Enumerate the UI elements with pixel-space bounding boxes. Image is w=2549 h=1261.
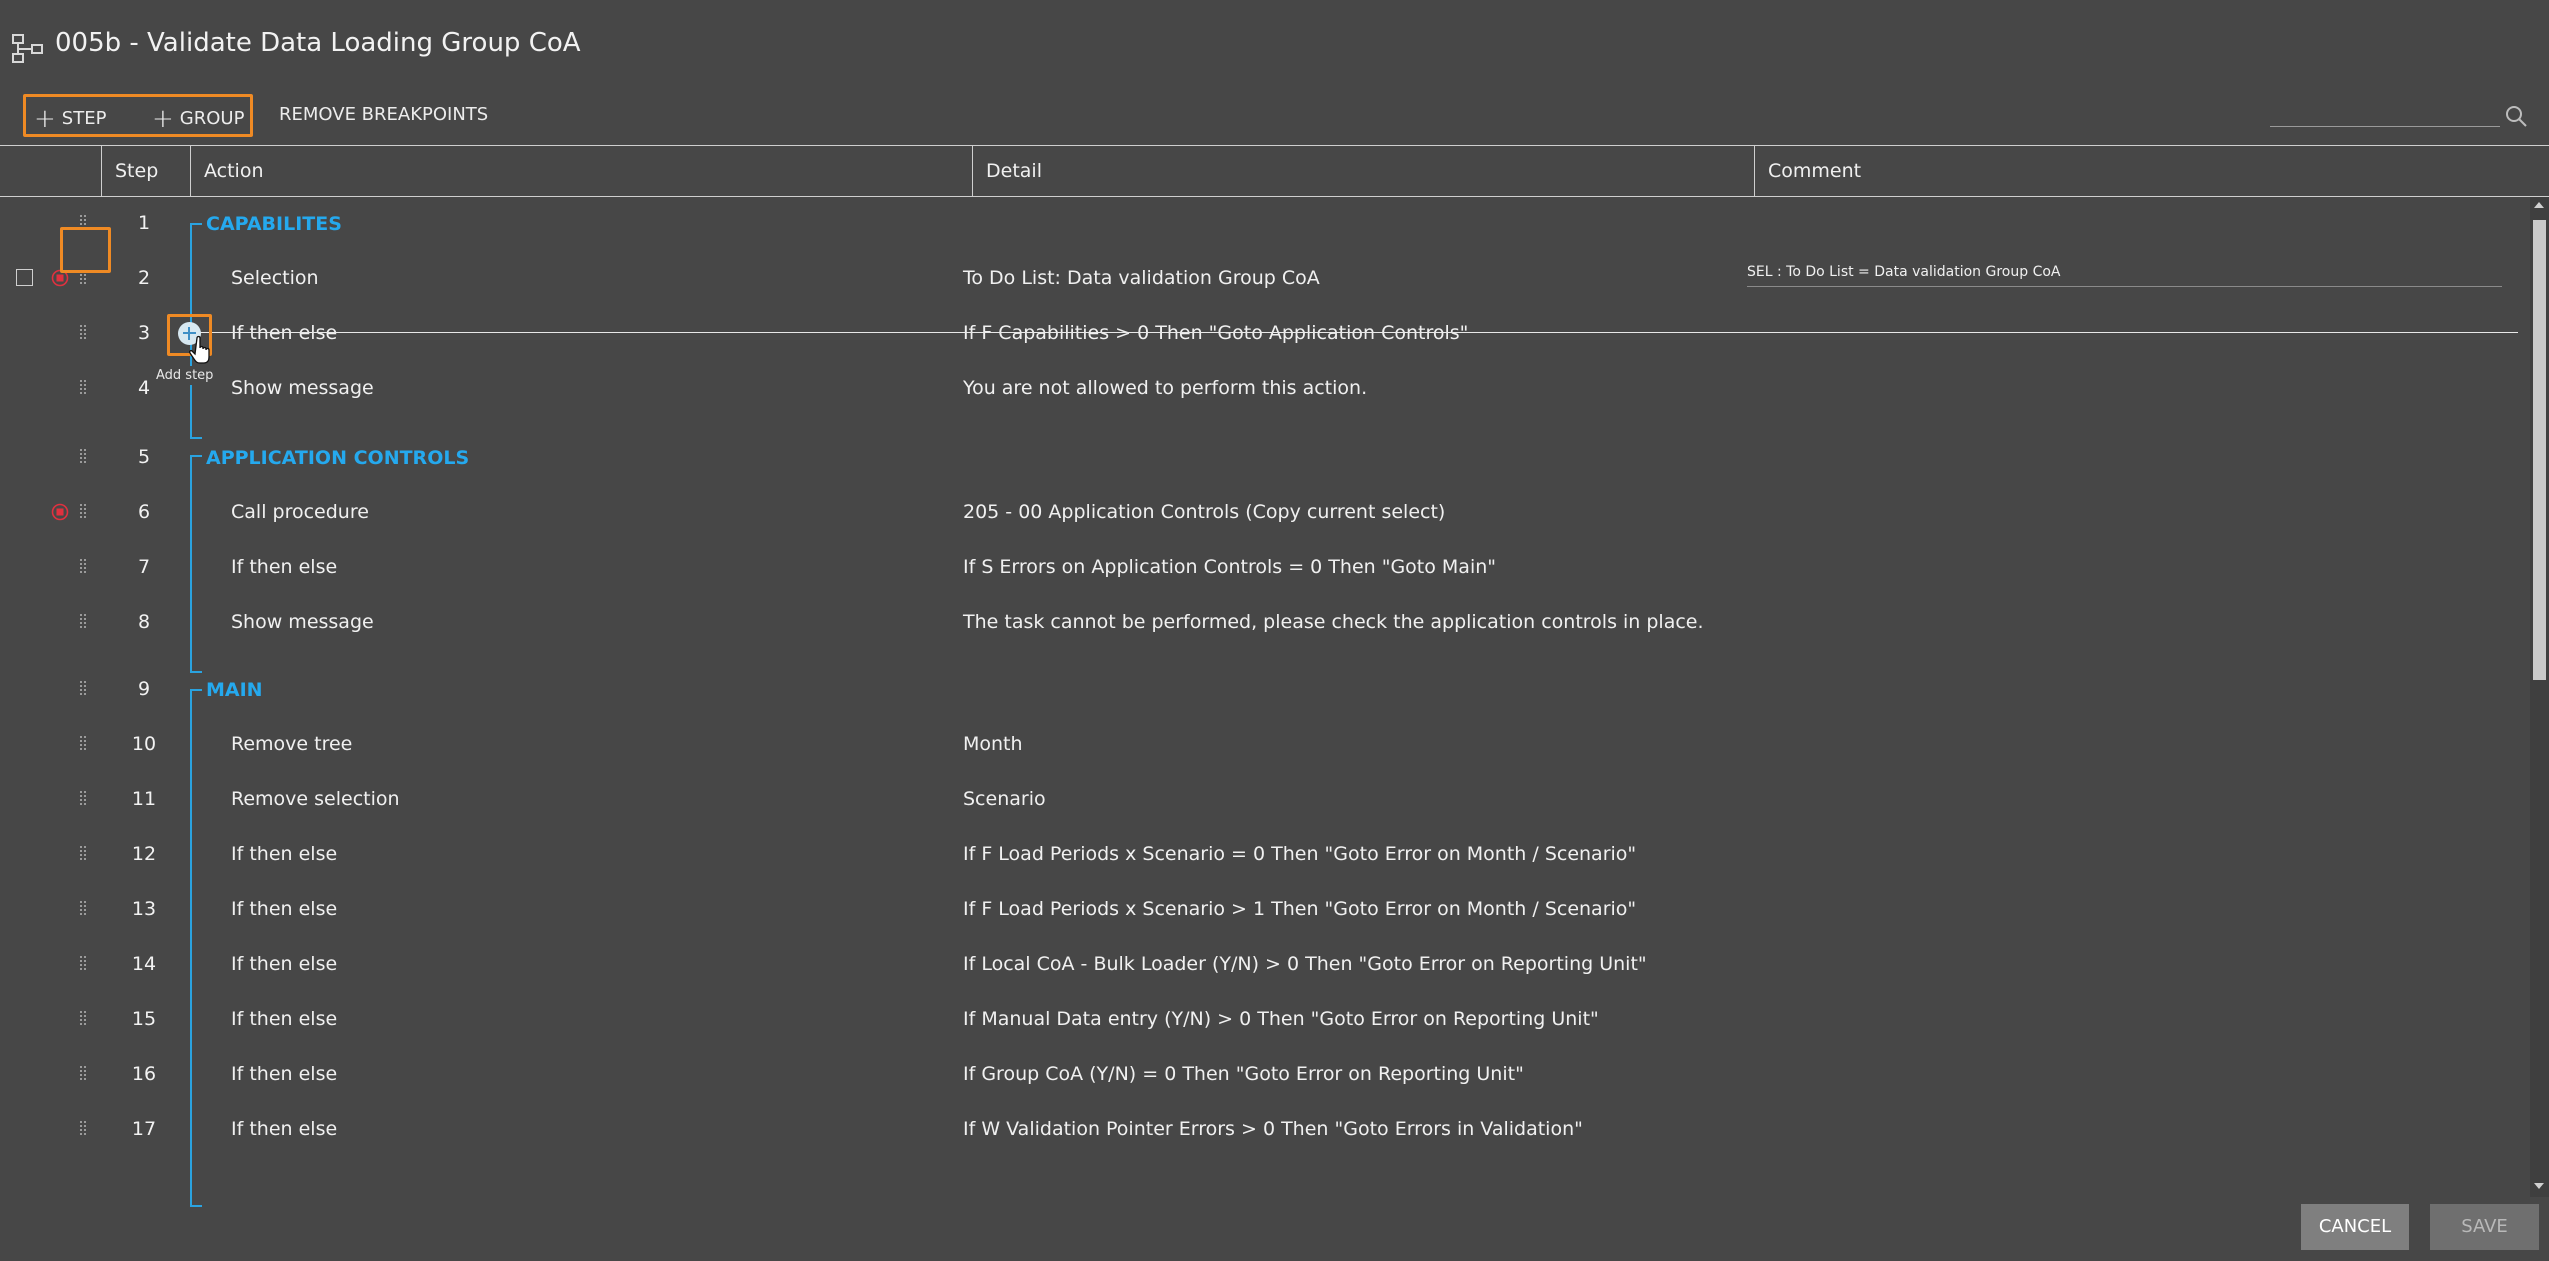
action-cell[interactable]: Call procedure <box>231 501 369 523</box>
detail-cell[interactable]: If Manual Data entry (Y/N) > 0 Then "Goto Error on Reporting Unit" <box>963 1008 1599 1030</box>
step-row[interactable] <box>0 307 2530 362</box>
step-row[interactable] <box>0 362 2530 417</box>
drag-handle-icon[interactable] <box>80 449 88 465</box>
save-button[interactable]: SAVE <box>2430 1204 2539 1250</box>
drag-handle-icon[interactable] <box>80 1121 88 1137</box>
action-cell[interactable]: If then else <box>231 556 338 578</box>
add-group-label: GROUP <box>179 108 245 129</box>
detail-cell[interactable]: Scenario <box>963 788 1046 810</box>
step-row[interactable] <box>0 252 2530 307</box>
remove-breakpoints-button[interactable]: REMOVE BREAKPOINTS <box>279 104 489 125</box>
scroll-down-icon[interactable] <box>2534 1183 2544 1189</box>
detail-cell[interactable]: You are not allowed to perform this action. <box>963 377 1368 399</box>
group-row[interactable] <box>0 197 2530 252</box>
row-checkbox[interactable] <box>16 269 33 286</box>
group-row[interactable] <box>0 431 2530 486</box>
column-step[interactable]: Step <box>101 146 190 196</box>
step-row[interactable] <box>0 883 2530 938</box>
action-cell[interactable]: Remove tree <box>231 733 353 755</box>
breakpoint-icon[interactable] <box>51 503 69 521</box>
action-cell[interactable]: Show message <box>231 377 374 399</box>
step-number: 7 <box>137 556 151 578</box>
plus-icon: + <box>34 104 56 134</box>
action-cell[interactable]: If then else <box>231 843 338 865</box>
action-cell[interactable]: If then else <box>231 953 338 975</box>
drag-handle-icon[interactable] <box>80 736 88 752</box>
step-number: 8 <box>137 611 151 633</box>
step-number: 3 <box>137 322 151 344</box>
step-row[interactable] <box>0 773 2530 828</box>
plus-icon: + <box>152 104 174 134</box>
step-number: 6 <box>137 501 151 523</box>
step-row[interactable] <box>0 938 2530 993</box>
detail-cell[interactable]: If Local CoA - Bulk Loader (Y/N) > 0 Then "Goto Error on Reporting Unit" <box>963 953 1647 975</box>
step-number: 13 <box>131 898 157 920</box>
detail-cell[interactable]: If F Capabilities > 0 Then "Goto Application Controls" <box>963 322 1469 344</box>
column-detail[interactable]: Detail <box>972 146 1754 196</box>
action-cell[interactable]: Selection <box>231 267 319 289</box>
drag-handle-icon[interactable] <box>80 901 88 917</box>
step-row[interactable] <box>0 1103 2530 1158</box>
action-cell[interactable]: If then else <box>231 1008 338 1030</box>
detail-cell[interactable]: 205 - 00 Application Controls (Copy current select) <box>963 501 1446 523</box>
drag-handle-highlight <box>60 227 111 273</box>
grid-header <box>0 145 2549 197</box>
step-number: 15 <box>131 1008 157 1030</box>
column-comment[interactable]: Comment <box>1754 146 2549 196</box>
hand-cursor-icon <box>189 335 215 365</box>
step-number: 14 <box>131 953 157 975</box>
search-input[interactable] <box>2270 125 2500 127</box>
step-number: 2 <box>137 267 151 289</box>
step-number: 16 <box>131 1063 157 1085</box>
drag-handle-icon[interactable] <box>80 956 88 972</box>
detail-cell[interactable]: The task cannot be performed, please check the application controls in place. <box>963 611 1704 633</box>
step-number: 5 <box>137 446 151 468</box>
page-title: 005b - Validate Data Loading Group CoA <box>55 28 581 58</box>
drag-handle-icon[interactable] <box>80 846 88 862</box>
add-step-label: STEP <box>61 108 107 129</box>
detail-cell[interactable]: Month <box>963 733 1023 755</box>
step-row[interactable] <box>0 486 2530 541</box>
detail-cell[interactable]: If W Validation Pointer Errors > 0 Then "Goto Errors in Validation" <box>963 1118 1583 1140</box>
step-number: 12 <box>131 843 157 865</box>
detail-cell[interactable]: If F Load Periods x Scenario = 0 Then "Goto Error on Month / Scenario" <box>963 843 1637 865</box>
action-cell[interactable]: If then else <box>231 1063 338 1085</box>
drag-handle-icon[interactable] <box>80 681 88 697</box>
process-flow-icon <box>12 34 44 64</box>
drag-handle-icon[interactable] <box>80 504 88 520</box>
step-number: 4 <box>137 377 151 399</box>
insert-position-line <box>200 332 2518 333</box>
detail-cell[interactable]: If F Load Periods x Scenario > 1 Then "Goto Error on Month / Scenario" <box>963 898 1637 920</box>
comment-cell[interactable]: SEL : To Do List = Data validation Group CoA <box>1747 264 2061 280</box>
drag-handle-icon[interactable] <box>80 559 88 575</box>
add-step-button[interactable] <box>34 104 106 134</box>
detail-cell[interactable]: To Do List: Data validation Group CoA <box>963 267 1320 289</box>
column-select <box>0 146 101 196</box>
add-step-tooltip: Add step <box>152 366 217 385</box>
detail-cell[interactable]: If S Errors on Application Controls = 0 Then "Goto Main" <box>963 556 1497 578</box>
scroll-up-icon[interactable] <box>2534 202 2544 208</box>
step-number: 17 <box>131 1118 157 1140</box>
drag-handle-icon[interactable] <box>80 614 88 630</box>
step-number: 1 <box>137 212 151 234</box>
group-label[interactable]: APPLICATION CONTROLS <box>206 447 470 469</box>
step-row[interactable] <box>0 993 2530 1048</box>
step-number: 10 <box>131 733 157 755</box>
group-label[interactable]: CAPABILITES <box>206 213 342 235</box>
action-cell[interactable]: Show message <box>231 611 374 633</box>
group-row[interactable] <box>0 663 2530 718</box>
column-action[interactable]: Action <box>190 146 972 196</box>
step-row[interactable] <box>0 1048 2530 1103</box>
step-number: 9 <box>137 678 151 700</box>
detail-cell[interactable]: If Group CoA (Y/N) = 0 Then "Goto Error on Reporting Unit" <box>963 1063 1524 1085</box>
steps-grid <box>0 197 2530 1197</box>
search-icon[interactable] <box>2504 104 2528 128</box>
action-cell[interactable]: If then else <box>231 898 338 920</box>
step-row[interactable] <box>0 718 2530 773</box>
action-cell[interactable]: If then else <box>231 1118 338 1140</box>
step-row[interactable] <box>0 828 2530 883</box>
cancel-button[interactable]: CANCEL <box>2301 1204 2409 1250</box>
drag-handle-icon[interactable] <box>80 1066 88 1082</box>
drag-handle-icon[interactable] <box>80 1011 88 1027</box>
action-cell[interactable]: If then else <box>231 322 338 344</box>
drag-handle-icon[interactable] <box>80 325 88 341</box>
drag-handle-icon[interactable] <box>80 791 88 807</box>
comment-underline <box>1747 286 2502 287</box>
drag-handle-icon[interactable] <box>80 380 88 396</box>
step-row[interactable] <box>0 596 2530 651</box>
action-cell[interactable]: Remove selection <box>231 788 400 810</box>
group-label[interactable]: MAIN <box>206 679 263 701</box>
step-number: 11 <box>131 788 157 810</box>
scrollbar-thumb[interactable] <box>2533 220 2546 680</box>
step-row[interactable] <box>0 541 2530 596</box>
add-group-button[interactable] <box>152 104 244 134</box>
